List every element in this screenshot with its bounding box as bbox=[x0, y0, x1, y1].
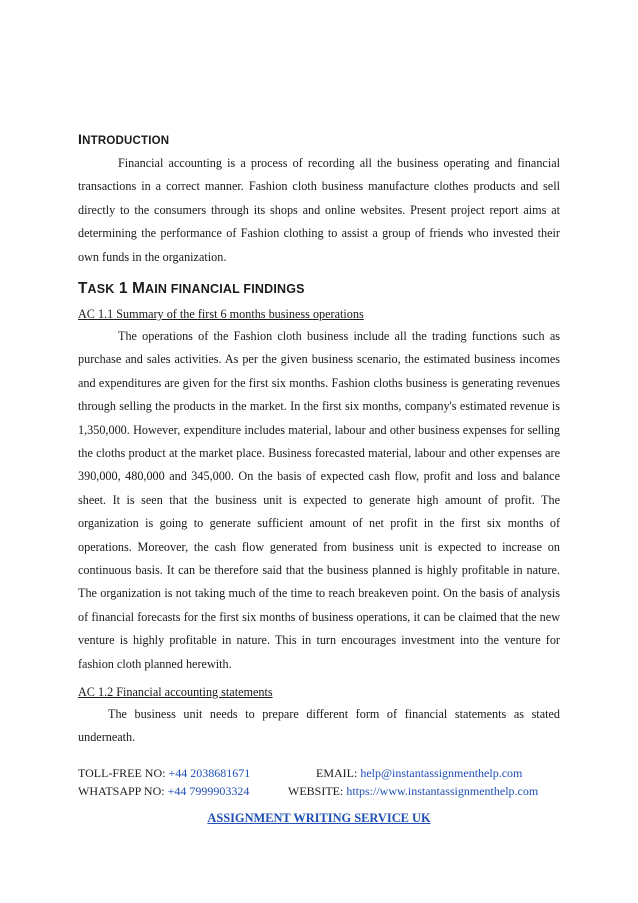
contact-footer bbox=[78, 764, 568, 800]
heading-initial: T bbox=[78, 280, 88, 297]
email-label: EMAIL: bbox=[316, 766, 361, 780]
whatsapp-link[interactable]: +44 7999903324 bbox=[167, 784, 250, 798]
ac11-paragraph: The operations of the Fashion cloth business include all the trading functions such as purchase and sales activities. As per the given business scenario, the estimated business incomes and expenditures are given for the first six months. Fashion cloths business is generating revenues through selling the products in the market. In the first six months, company's estimated revenue is 1,350,000. However, expenditure includes material, labour and other business expenses for selling the cloths product at the market place. Business forecasted material, labour and other expenses are 390,000, 480,000 and 345,000. On the basis of expected cash flow, profit and loss and balance sheet. It is seen that the business unit is expected to generate high amount of profit. The organization is going to generate sufficient amount of net profit in the first six months of operations. Moreover, the cash flow generated from business unit is expected to increase on continuous basis. It can be therefore said that the business planned is highly profitable in nature. The organization is not taking much of the time to reach breakeven point. On the basis of analysis of financial forecasts for the first six months of business operations, it can be claimed that the new venture is highly profitable in nature. This in turn encourages investment into the venture for fashion cloth planned herewith. bbox=[78, 329, 560, 671]
introduction-heading bbox=[78, 131, 169, 147]
heading-rest: NTRODUCTION bbox=[82, 135, 170, 147]
heading-initial: M bbox=[132, 280, 145, 297]
footer-row-1 bbox=[78, 764, 568, 782]
service-banner-link[interactable]: ASSIGNMENT WRITING SERVICE UK bbox=[207, 811, 431, 825]
ac11-title: AC 1.1 Summary of the first 6 months business operations bbox=[78, 307, 364, 321]
tollfree-link[interactable]: +44 2038681671 bbox=[168, 766, 251, 780]
email-link[interactable]: help@instantassignmenthelp.com bbox=[360, 766, 523, 780]
heading-number: 1 bbox=[114, 280, 133, 297]
introduction-paragraph: Financial accounting is a process of recording all the business operating and financial transactions in a correct manner. Fashion cloth business manufacture clothes products and sell directly to the consumers through its shops and online websites. Present project report aims at determining the performance of Fashion clothing to assist a group of friends who invested their own funds in the organization. bbox=[78, 156, 560, 264]
email-info bbox=[316, 764, 522, 782]
website-link[interactable]: https://www.instantassignmenthelp.com bbox=[346, 784, 539, 798]
ac12-title: AC 1.2 Financial accounting statements bbox=[78, 685, 273, 699]
heading-part: ASK bbox=[87, 282, 115, 296]
introduction-body bbox=[78, 152, 560, 269]
website-info bbox=[288, 782, 538, 800]
tollfree-info bbox=[78, 764, 250, 782]
heading-initial: I bbox=[78, 131, 83, 147]
task1-heading bbox=[78, 280, 305, 297]
whatsapp-info bbox=[78, 782, 249, 800]
tollfree-label: TOLL-FREE NO: bbox=[78, 766, 169, 780]
ac11-section bbox=[78, 305, 560, 676]
heading-part: AIN FINANCIAL FINDINGS bbox=[144, 282, 305, 296]
website-label: WEBSITE: bbox=[288, 784, 347, 798]
ac12-paragraph: The business unit needs to prepare different form of financial statements as stated underneath. bbox=[78, 707, 560, 745]
whatsapp-label: WHATSAPP NO: bbox=[78, 784, 168, 798]
ac12-section bbox=[78, 683, 560, 750]
footer-row-2 bbox=[78, 782, 568, 800]
